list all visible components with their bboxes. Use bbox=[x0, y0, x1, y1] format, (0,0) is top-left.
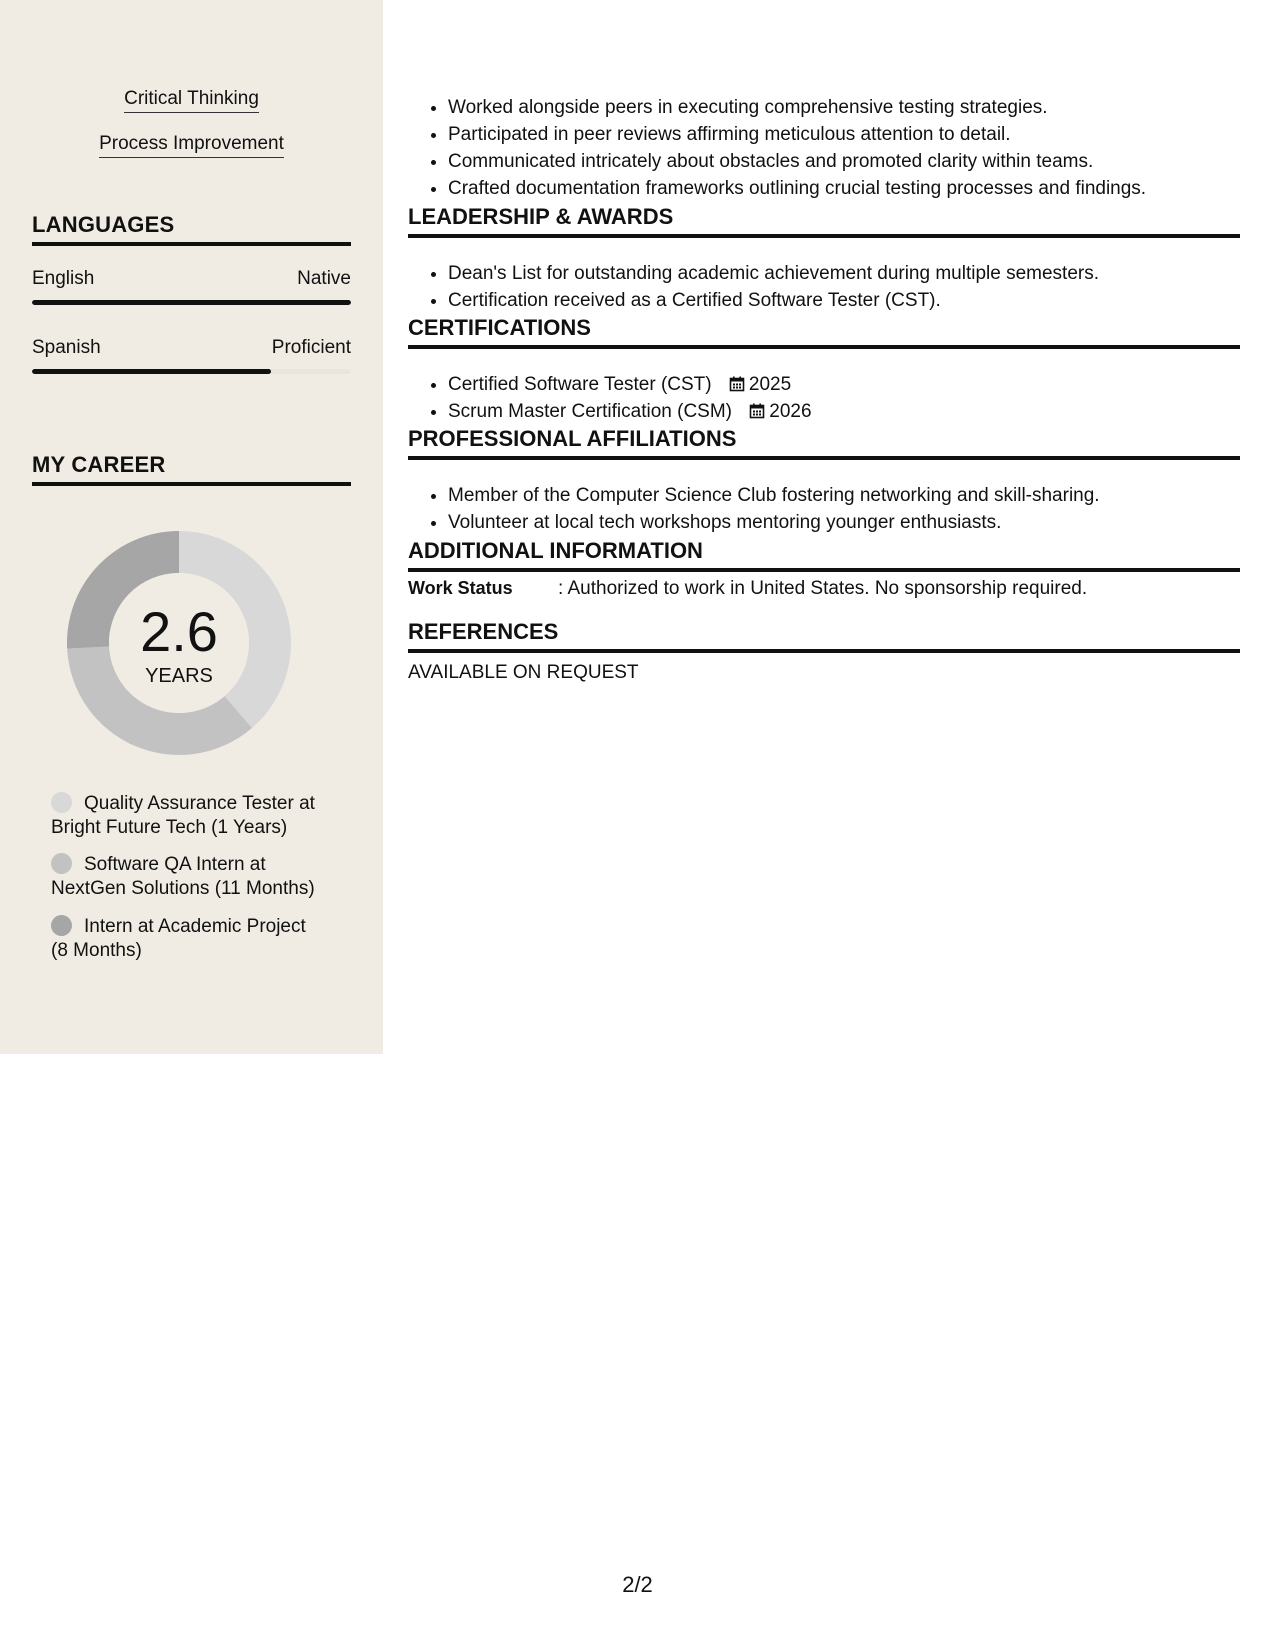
certification-item bbox=[448, 398, 1240, 425]
career-detail: NextGen Solutions (11 Months) bbox=[51, 878, 315, 899]
bullet-item: • Dean's List for outstanding academic achievement during multiple semesters. bbox=[448, 260, 1240, 287]
language-bar-fill bbox=[32, 300, 351, 305]
language-level: Proficient bbox=[271, 337, 351, 358]
bullet-item: • Crafted documentation frameworks outlining crucial testing processes and findings. bbox=[448, 175, 1240, 202]
languages-heading: LANGUAGES bbox=[32, 212, 351, 246]
language-row-spanish bbox=[32, 337, 351, 359]
legend-dot bbox=[51, 853, 72, 874]
page-number: 2/2 bbox=[622, 1572, 653, 1597]
career-item bbox=[51, 853, 341, 901]
language-row-english bbox=[32, 268, 351, 290]
certification-item bbox=[448, 371, 1240, 398]
calendar-icon bbox=[729, 376, 745, 392]
legend-dot bbox=[51, 792, 72, 813]
work-status-row bbox=[408, 578, 1240, 600]
career-item bbox=[51, 915, 341, 963]
career-title: Quality Assurance Tester at bbox=[84, 793, 315, 814]
career-detail: (8 Months) bbox=[51, 940, 142, 961]
sidebar bbox=[0, 0, 383, 1054]
references-heading: REFERENCES bbox=[408, 619, 1240, 653]
career-detail: Bright Future Tech (1 Years) bbox=[51, 817, 288, 838]
certification-year: 2026 bbox=[769, 401, 812, 422]
career-title: Intern at Academic Project bbox=[84, 916, 306, 937]
language-bar-english bbox=[32, 300, 351, 305]
skill-critical-thinking: Critical Thinking bbox=[0, 88, 383, 113]
language-name: Spanish bbox=[32, 337, 101, 358]
skill-process-improvement: Process Improvement bbox=[0, 133, 383, 158]
leadership-heading: LEADERSHIP & AWARDS bbox=[408, 204, 1240, 238]
work-status-value: : Authorized to work in United States. No sponsorship required. bbox=[558, 578, 1088, 599]
experience-bullets bbox=[408, 78, 1240, 218]
bullet-item: • Member of the Computer Science Club fostering networking and skill-sharing. bbox=[448, 482, 1240, 509]
bullet-item: • Volunteer at local tech workshops mentoring younger enthusiasts. bbox=[448, 509, 1240, 536]
language-bar-spanish bbox=[32, 369, 351, 374]
calendar-icon bbox=[749, 403, 765, 419]
work-status-label: Work Status bbox=[408, 578, 513, 598]
certification-year: 2025 bbox=[748, 374, 792, 395]
bullet-item: • Certification received as a Certified Software Tester (CST). bbox=[448, 287, 1240, 314]
career-title: Software QA Intern at bbox=[84, 854, 266, 875]
language-name: English bbox=[32, 268, 95, 289]
certification-name: Scrum Master Certification (CSM) bbox=[448, 401, 732, 422]
legend-dot bbox=[51, 915, 72, 936]
career-total-years: 2.6 bbox=[140, 600, 218, 663]
bullet-item: • Worked alongside peers in executing comprehensive testing strategies. bbox=[448, 94, 1240, 121]
certifications-heading: CERTIFICATIONS bbox=[408, 315, 1240, 349]
career-item bbox=[51, 792, 341, 840]
language-level: Native bbox=[297, 268, 351, 289]
certification-name: Certified Software Tester (CST) bbox=[448, 374, 712, 395]
references-text: AVAILABLE ON REQUEST bbox=[408, 662, 639, 683]
career-total-unit: YEARS bbox=[145, 665, 213, 687]
career-heading: MY CAREER bbox=[32, 452, 351, 486]
additional-info-heading: ADDITIONAL INFORMATION bbox=[408, 538, 1240, 572]
bullet-item: • Communicated intricately about obstacles and promoted clarity within teams. bbox=[448, 148, 1240, 175]
language-bar-fill bbox=[32, 369, 271, 374]
bullet-item: • Participated in peer reviews affirming meticulous attention to detail. bbox=[448, 121, 1240, 148]
affiliations-heading: PROFESSIONAL AFFILIATIONS bbox=[408, 426, 1240, 460]
